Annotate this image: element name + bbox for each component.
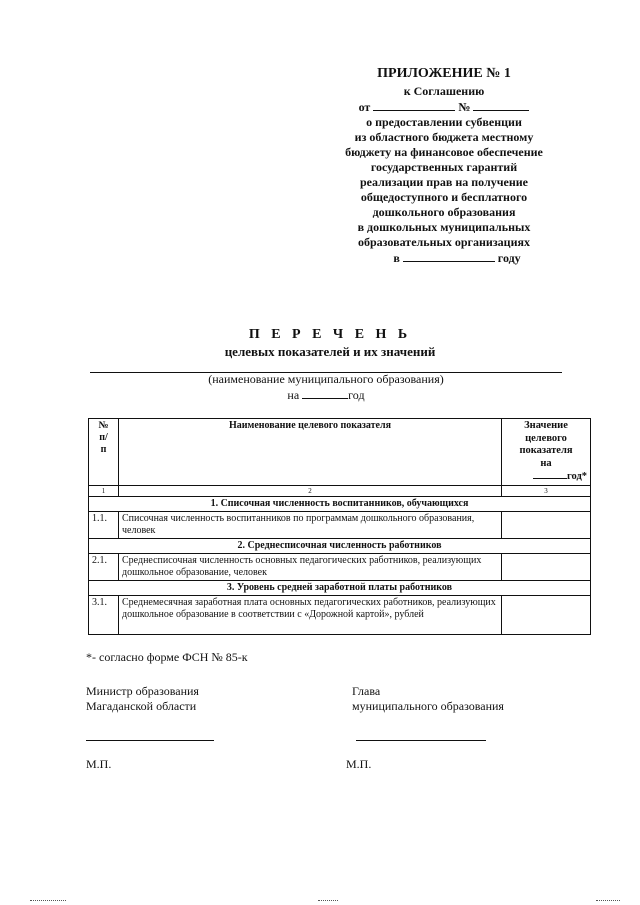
appendix-line: государственных гарантий: [370, 160, 518, 174]
header-value-line: Значение: [524, 420, 568, 431]
header-number: [89, 419, 119, 486]
report-year-blank: [302, 387, 348, 399]
appendix-block: [300, 64, 588, 266]
header-year-blank: [533, 470, 567, 479]
header-value-line: показателя: [519, 445, 573, 456]
row-number: 1.1.: [89, 512, 119, 539]
row-indicator-name: Среднемесячная заработная плата основных педагогических работников, реализующих дошкольное образование в соответствии с «Дорожной картой», рублей: [119, 596, 502, 635]
date-blank: [373, 99, 455, 111]
row-value[interactable]: [502, 512, 591, 539]
year-label: году: [497, 251, 521, 265]
section-title: 1. Списочная численность воспитанников, обучающихся: [89, 497, 591, 512]
indicators-table: [88, 418, 591, 635]
scan-edge-mark: [318, 900, 338, 901]
appendix-line: о предоставлении субвенции: [366, 115, 522, 129]
appendix-line-agreement: к Соглашению: [403, 84, 485, 98]
header-value-year: [505, 470, 587, 484]
document-subtitle: целевых показателей и их значений: [224, 344, 436, 359]
section-title: 3. Уровень средней заработной платы работников: [89, 581, 591, 596]
row-number: 2.1.: [89, 554, 119, 581]
table-row: [89, 512, 591, 539]
scan-edge-mark: [30, 900, 66, 901]
god-label: год: [348, 388, 365, 402]
scan-edge-mark: [596, 900, 620, 901]
header-value: [502, 419, 591, 486]
appendix-line: реализации прав на получение: [359, 175, 529, 189]
appendix-line: образовательных организациях: [358, 235, 530, 249]
index-cell: 2: [119, 486, 502, 497]
signature-right-line: [356, 740, 486, 741]
table-header-row: [89, 419, 591, 486]
appendix-line: из областного бюджета местному: [354, 130, 534, 144]
stamp-place-right: М.П.: [346, 757, 372, 771]
header-number-line: п/: [99, 432, 108, 443]
appendix-title: ПРИЛОЖЕНИЕ № 1: [377, 66, 511, 81]
number-label: №: [458, 100, 471, 114]
row-indicator-name: Списочная численность воспитанников по программам дошкольного образования, человек: [119, 512, 502, 539]
row-value[interactable]: [502, 596, 591, 635]
index-cell: 1: [89, 486, 119, 497]
signature-left-line1: Министр образования: [86, 684, 199, 698]
signature-left-line: [86, 740, 214, 741]
header-value-line: целевого: [525, 432, 567, 444]
appendix-line: в дошкольных муниципальных: [357, 220, 531, 234]
header-number-line: п: [100, 444, 107, 455]
appendix-year-line: [326, 250, 588, 266]
appendix-date-number-line: [300, 99, 588, 115]
section-title: 2. Среднесписочная численность работников: [89, 539, 591, 554]
stamp-place-left: М.П.: [86, 757, 112, 771]
section-row: [89, 581, 591, 596]
footnote: *- согласно форме ФСН № 85-к: [86, 650, 248, 664]
number-blank: [473, 99, 529, 111]
signature-left-line2: Магаданской области: [86, 699, 197, 713]
signature-right-line1: Глава: [352, 684, 381, 698]
table-row: [89, 554, 591, 581]
municipality-caption: (наименование муниципального образования): [208, 372, 444, 386]
appendix-line: дошкольного образования: [372, 205, 516, 219]
year-blank: [403, 250, 495, 262]
row-value[interactable]: [502, 554, 591, 581]
section-row: [89, 539, 591, 554]
table-index-row: [89, 486, 591, 497]
section-row: [89, 497, 591, 512]
table-row: [89, 596, 591, 635]
header-value-year-label: год*: [566, 471, 587, 482]
in-label: в: [393, 251, 400, 265]
row-number: 3.1.: [89, 596, 119, 635]
na-label: на: [287, 388, 300, 402]
signature-right-line2: муниципального образования: [352, 699, 504, 713]
report-year-line: [90, 387, 562, 402]
document-heading: [120, 326, 540, 360]
appendix-line: общедоступного и бесплатного: [360, 190, 528, 204]
document-title: П Е Р Е Ч Е Н Ь: [248, 327, 412, 342]
header-number-line: №: [98, 420, 109, 431]
from-label: от: [358, 100, 371, 114]
signature-right: [352, 684, 504, 714]
signature-left: [86, 684, 199, 714]
header-value-line: на: [540, 457, 552, 469]
row-indicator-name: Среднесписочная численность основных педагогических работников, реализующих дошкольное образование, человек: [119, 554, 502, 581]
header-indicator-name: Наименование целевого показателя: [119, 419, 502, 486]
appendix-line: бюджету на финансовое обеспечение: [345, 145, 543, 159]
index-cell: 3: [502, 486, 591, 497]
